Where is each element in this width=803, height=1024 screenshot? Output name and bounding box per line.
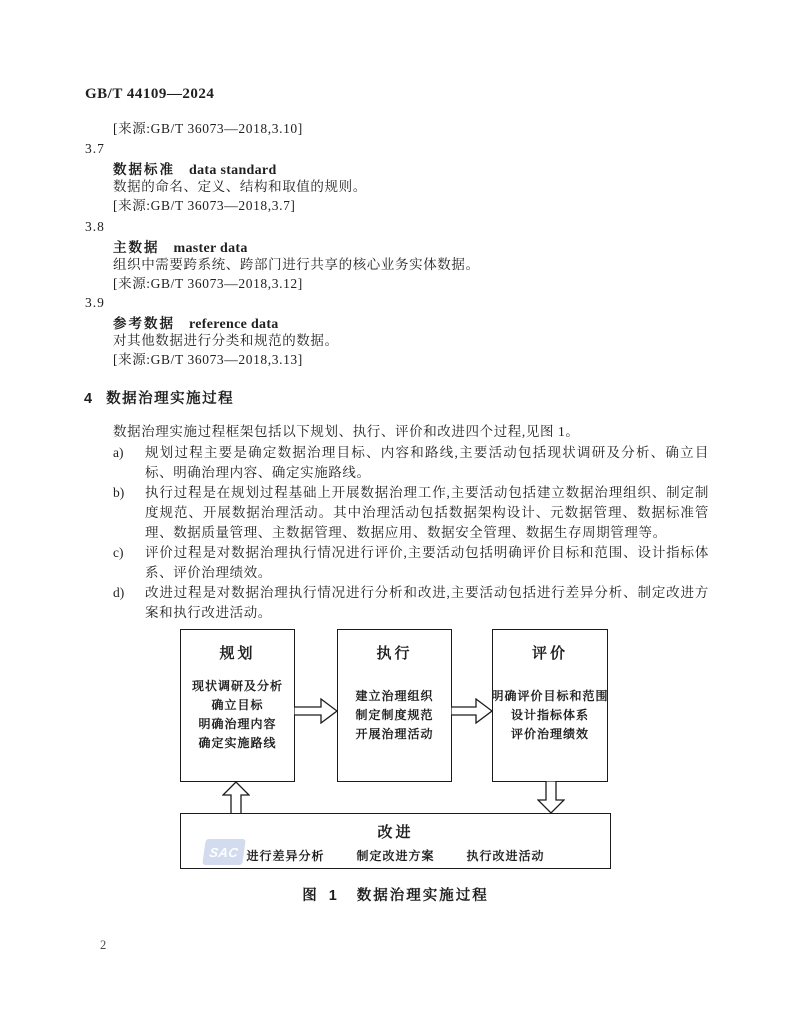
clause-number-3-8: 3.8: [85, 219, 105, 234]
figure-box-evaluation-items: [492, 663, 609, 781]
figure-box-evaluation-title: 评价: [531, 645, 568, 662]
evaluation-item-1: 明确评价目标和范围: [491, 688, 609, 703]
planning-item-3: 明确治理内容: [198, 717, 277, 731]
execution-item-2: 制定制度规范: [355, 707, 434, 722]
term-zh-3-8: 主数据: [113, 240, 160, 255]
arrow-up-icon-improvement-to-planning: [222, 781, 250, 814]
arrow-right-icon-planning-to-execution: [294, 698, 338, 724]
figure-box-planning-title: 规划: [219, 645, 256, 662]
page-number: 2: [100, 938, 108, 952]
figure-box-execution-items: [355, 663, 433, 781]
evaluation-item-3: 评价治理绩效: [511, 726, 590, 741]
figure-box-planning: [180, 629, 295, 782]
term-definition-3-8: 组织中需要跨系统、跨部门进行共享的核心业务实体数据。: [113, 257, 480, 272]
list-marker-d: d): [113, 585, 125, 600]
term-en-3-7: data standard: [189, 163, 277, 178]
planning-item-2: 确立目标: [211, 698, 264, 712]
term-zh-3-9: 参考数据: [113, 316, 175, 331]
document-number-header: GB/T 44109—2024: [85, 86, 215, 102]
list-item-a: [113, 443, 709, 483]
figure-box-evaluation: [492, 629, 608, 782]
source-note-3-6: [来源:GB/T 36073—2018,3.10]: [113, 121, 303, 136]
list-marker-a: a): [113, 445, 124, 460]
improvement-item-2: 制定改进方案: [356, 848, 435, 863]
source-note-3-9: [来源:GB/T 36073—2018,3.13]: [113, 352, 303, 367]
figure-caption-label: 图 1: [302, 888, 341, 904]
figure-box-improvement-title: 改进: [377, 824, 414, 841]
list-item-b: [113, 483, 709, 543]
term-line-3-7: [113, 158, 277, 179]
planning-item-4: 确定实施路线: [198, 736, 277, 750]
list-item-d: [113, 583, 709, 623]
section-4-list: [113, 443, 709, 623]
term-en-3-9: reference data: [189, 317, 279, 332]
list-marker-c: c): [113, 545, 124, 560]
term-en-3-8: master data: [173, 241, 248, 256]
figure-box-execution: [337, 629, 452, 782]
term-zh-3-7: 数据标准: [113, 162, 175, 177]
planning-item-1: 现状调研及分析: [191, 679, 283, 693]
execution-item-3: 开展治理活动: [355, 726, 434, 741]
figure-box-execution-title: 执行: [376, 645, 413, 662]
list-text-b: 执行过程是在规划过程基础上开展数据治理工作,主要活动包括建立数据治理组织、制定制度规范、开展数据治理活动。其中治理活动包括数据架构设计、元数据管理、数据标准管理、数据质量管理、主数据管理、数据应用、数据安全管理、数据生存周期管理等。: [145, 485, 709, 540]
source-note-3-7: [来源:GB/T 36073—2018,3.7]: [113, 198, 296, 213]
term-line-3-9: [113, 312, 279, 333]
clause-number-3-7: 3.7: [85, 141, 105, 156]
list-marker-b: b): [113, 485, 125, 500]
section-4-intro: 数据治理实施过程框架包括以下规划、执行、评价和改进四个过程,见图 1。: [113, 424, 580, 439]
clause-number-3-9: 3.9: [85, 295, 105, 310]
section-4-number: 4: [84, 391, 93, 407]
term-line-3-8: [113, 236, 248, 257]
section-4-title: 数据治理实施过程: [106, 391, 235, 407]
section-4-heading: [84, 387, 234, 408]
figure-caption: [180, 884, 611, 905]
sac-watermark-logo: SAC: [202, 839, 246, 865]
arrow-down-icon-evaluation-to-improvement: [537, 781, 565, 814]
figure-caption-text: 数据治理实施过程: [356, 888, 489, 904]
list-text-d: 改进过程是对数据治理执行情况进行分析和改进,主要活动包括进行差异分析、制定改进方案和执行改进活动。: [145, 585, 709, 620]
term-definition-3-9: 对其他数据进行分类和规范的数据。: [113, 333, 339, 348]
arrow-right-icon-execution-to-evaluation: [451, 698, 493, 724]
figure-box-planning-items: [192, 663, 283, 781]
figure-box-improvement-items: [246, 842, 544, 868]
list-item-c: [113, 543, 709, 583]
execution-item-1: 建立治理组织: [355, 688, 434, 703]
list-text-c: 评价过程是对数据治理执行情况进行评价,主要活动包括明确评价目标和范围、设计指标体系、评价治理绩效。: [145, 545, 709, 580]
term-definition-3-7: 数据的命名、定义、结构和取值的规则。: [113, 179, 367, 194]
improvement-item-3: 执行改进活动: [466, 848, 545, 863]
list-text-a: 规划过程主要是确定数据治理目标、内容和路线,主要活动包括现状调研及分析、确立目标、明确治理内容、确定实施路线。: [145, 445, 709, 480]
source-note-3-8: [来源:GB/T 36073—2018,3.12]: [113, 276, 303, 291]
improvement-item-1: 进行差异分析: [246, 848, 325, 863]
evaluation-item-2: 设计指标体系: [511, 707, 590, 722]
